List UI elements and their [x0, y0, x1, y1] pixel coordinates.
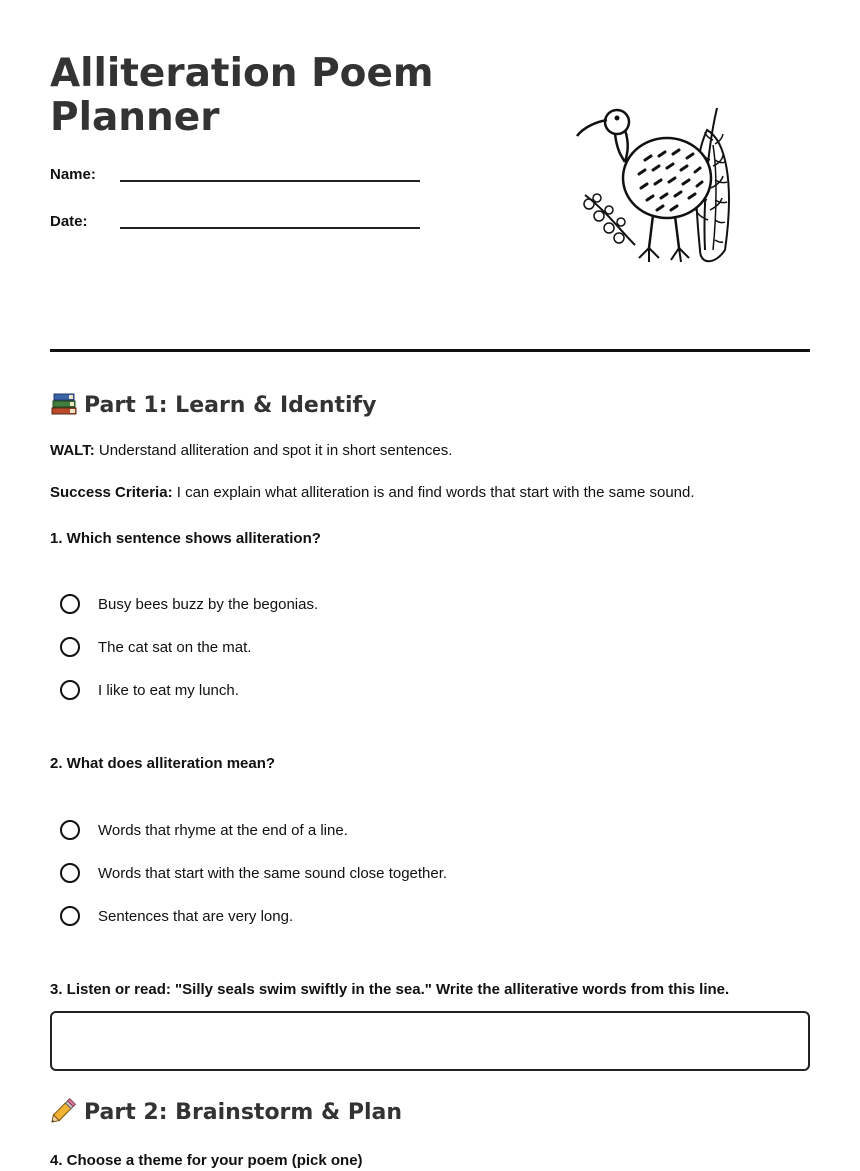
question-1: 1. Which sentence shows alliteration?: [50, 530, 321, 547]
option-label: Sentences that are very long.: [98, 908, 294, 925]
option-label: The cat sat on the mat.: [98, 639, 252, 656]
q2-option-3[interactable]: [60, 906, 660, 930]
name-field[interactable]: [120, 180, 420, 182]
q2-option-1[interactable]: [60, 820, 660, 844]
name-field-row: [50, 166, 420, 186]
date-field[interactable]: [120, 227, 420, 229]
option-label: Busy bees buzz by the begonias.: [98, 596, 319, 613]
pencil-icon: [50, 1097, 78, 1123]
walt-line: [50, 441, 452, 461]
question-4: 4. Choose a theme for your poem (pick one): [50, 1152, 363, 1169]
radio-button[interactable]: [60, 637, 80, 657]
criteria-text: I can explain what alliteration is and find words that start with the same sound.: [172, 484, 695, 501]
radio-button[interactable]: [60, 680, 80, 700]
radio-button[interactable]: [60, 906, 80, 926]
option-label: Words that rhyme at the end of a line.: [98, 822, 348, 839]
radio-button[interactable]: [60, 820, 80, 840]
success-criteria-line: [50, 483, 695, 503]
part2-heading-text: Part 2: Brainstorm & Plan: [84, 1100, 403, 1125]
question-2: 2. What does alliteration mean?: [50, 755, 276, 772]
q1-option-1[interactable]: [60, 594, 660, 618]
option-label: I like to eat my lunch.: [98, 682, 239, 699]
radio-button[interactable]: [60, 594, 80, 614]
part1-heading: [50, 390, 376, 420]
q3-answer-box[interactable]: [50, 1011, 810, 1071]
page-title: Alliteration Poem Planner: [50, 51, 434, 140]
walt-text: Understand alliteration and spot it in short sentences.: [94, 442, 453, 459]
books-icon: [50, 390, 78, 416]
date-field-row: [50, 213, 420, 233]
q1-option-2[interactable]: [60, 637, 660, 661]
name-label: Name:: [50, 166, 96, 183]
part2-heading: [50, 1097, 402, 1127]
option-label: Words that start with the same sound close together.: [98, 865, 448, 882]
part1-heading-text: Part 1: Learn & Identify: [84, 393, 377, 418]
q1-option-3[interactable]: [60, 680, 660, 704]
q2-option-2[interactable]: [60, 863, 660, 887]
question-3: 3. Listen or read: "Silly seals swim swiftly in the sea." Write the alliterative words from this line.: [50, 981, 730, 998]
date-label: Date:: [50, 213, 88, 230]
kiwi-bird-illustration: [575, 100, 755, 270]
criteria-label: Success Criteria:: [50, 484, 173, 501]
section-divider: [50, 349, 810, 352]
radio-button[interactable]: [60, 863, 80, 883]
walt-label: WALT:: [50, 442, 95, 459]
